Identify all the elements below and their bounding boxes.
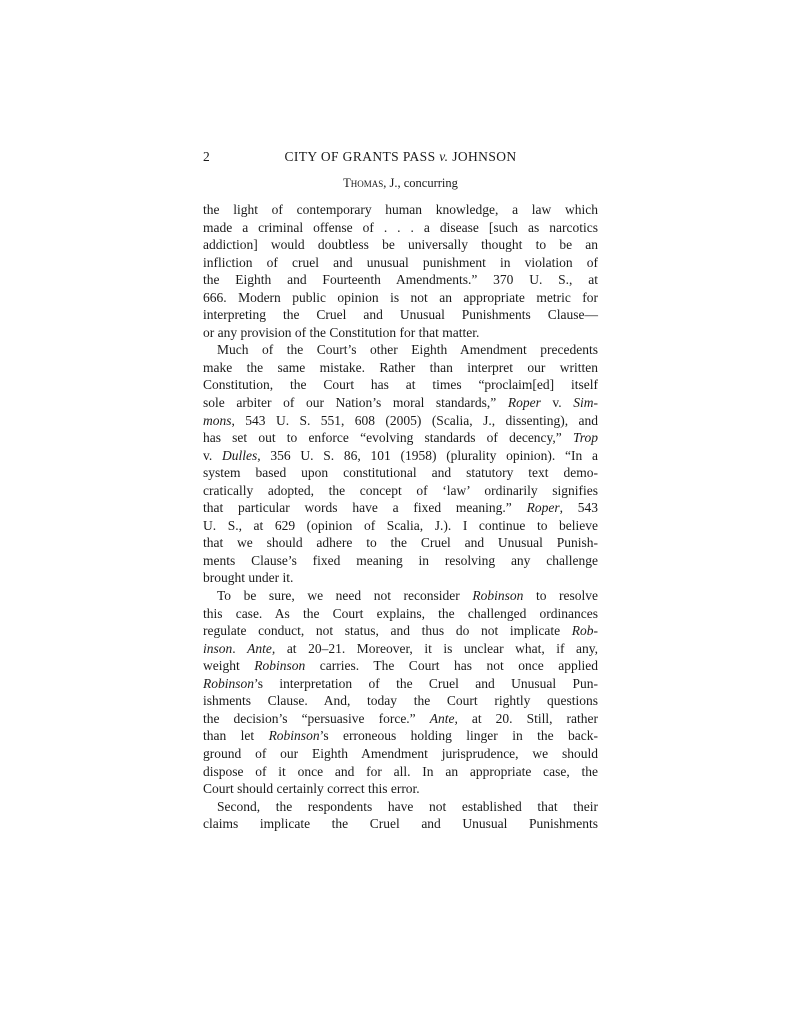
text-line: inson. Ante, at 20–21. Moreover, it is unclear what, if any, — [203, 640, 599, 656]
text-line: interpreting the Cruel and Unusual Punishments Clause— — [203, 307, 598, 323]
text-line: addiction] would doubtless be universally thought to be an — [203, 237, 598, 253]
text-line: cratically adopted, the concept of ‘law’ ordinarily signifies — [203, 482, 598, 498]
text-line: Much of the Court’s other Eighth Amendment precedents — [217, 342, 598, 358]
text-line: weight Robinson carries. The Court has not once applied — [203, 658, 598, 674]
text-line: claims implicate the Cruel and Unusual Punishments — [203, 816, 598, 832]
text-block — [203, 149, 598, 833]
text-line: Court should certainly correct this error. — [203, 781, 420, 797]
attribution-rest: , J., concurring — [383, 176, 458, 190]
text-line: ishments Clause. And, today the Court rightly questions — [203, 693, 598, 709]
text-line: infliction of cruel and unusual punishment in violation of — [203, 254, 598, 270]
text-line: dispose of it once and for all. In an appropriate case, the — [203, 763, 598, 779]
text-line: ground of our Eighth Amendment jurisprudence, we should — [203, 745, 598, 761]
text-line: that we should adhere to the Cruel and Unusual Punish- — [203, 535, 598, 551]
text-line: made a criminal offense of . . . a disease [such as narcotics — [203, 219, 598, 235]
text-line: this case. As the Court explains, the challenged ordinances — [203, 605, 598, 621]
text-line: ments Clause’s fixed meaning in resolving any challenge — [203, 552, 598, 568]
text-line: mons, 543 U. S. 551, 608 (2005) (Scalia, J., dissenting), and — [203, 412, 598, 428]
text-line: the Eighth and Fourteenth Amendments.” 370 U. S., at — [203, 272, 598, 288]
text-line: the light of contemporary human knowledge, a law which — [203, 202, 598, 217]
text-line: Second, the respondents have not established that their — [217, 798, 598, 814]
text-line: To be sure, we need not reconsider Robinson to resolve — [217, 588, 598, 604]
text-line: regulate conduct, not status, and thus do not implicate Rob- — [203, 623, 598, 639]
running-head-row — [203, 149, 598, 164]
body-text — [203, 201, 598, 833]
text-line: the decision’s “persuasive force.” Ante, at 20. Still, rather — [203, 710, 598, 726]
text-line: Robinson’s interpretation of the Cruel and Unusual Pun- — [203, 675, 598, 691]
justice-name: Thomas — [343, 176, 384, 190]
text-line: U. S., at 629 (opinion of Scalia, J.). I continue to believe — [203, 517, 598, 533]
text-line: has set out to enforce “evolving standards of decency,” Trop — [203, 430, 598, 446]
text-line: than let Robinson’s erroneous holding linger in the back- — [203, 728, 598, 744]
text-line: make the same mistake. Rather than interpret our written — [203, 359, 598, 375]
text-line: 666. Modern public opinion is not an appropriate metric for — [203, 289, 598, 305]
text-line: that particular words have a fixed meaning.” Roper, 543 — [203, 500, 599, 516]
text-line: sole arbiter of our Nation’s moral standards,” Roper v. Sim- — [203, 395, 598, 411]
text-line: brought under it. — [203, 570, 294, 586]
running-head: CITY OF GRANTS PASS v. JOHNSON — [284, 149, 517, 164]
text-line: or any provision of the Constitution for that matter. — [203, 324, 480, 340]
text-line: v. Dulles, 356 U. S. 86, 101 (1958) (plurality opinion). “In a — [203, 447, 599, 463]
text-line: Constitution, the Court has at times “proclaim[ed] itself — [203, 377, 598, 393]
text-line: system based upon constitutional and statutory text demo- — [203, 465, 598, 481]
attribution-line — [203, 176, 598, 191]
page-number: 2 — [203, 149, 210, 164]
